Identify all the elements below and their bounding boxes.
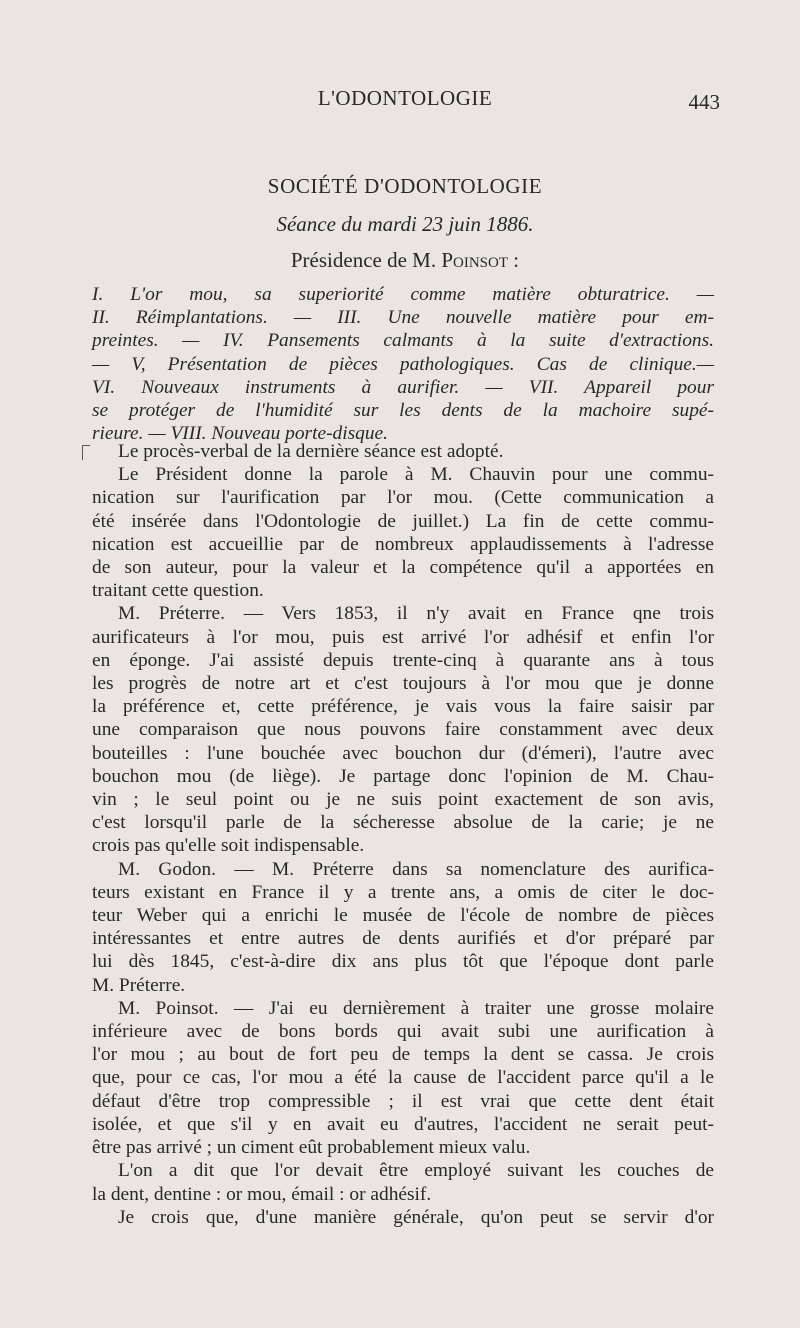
running-title: L'ODONTOLOGIE bbox=[317, 86, 493, 110]
body-line: aurificateurs à l'or mou, puis est arrivé l'or adhésif et enfin l'or bbox=[92, 626, 714, 648]
presidence-line bbox=[90, 248, 720, 273]
body-line: la préférence et, cette préférence, je vais vous la faire saisir par bbox=[92, 696, 714, 718]
body-line: M. Godon. — M. Préterre dans sa nomenclature des aurifica- bbox=[118, 858, 714, 880]
body-line: M. Poinsot. — J'ai eu dernièrement à traiter une grosse molaire bbox=[118, 997, 714, 1019]
session-date: Séance du mardi 23 juin 1886. bbox=[276, 212, 534, 236]
body-line: teurs existant en France il y a trente ans, a omis de citer le doc- bbox=[92, 881, 714, 903]
body-line: défaut d'être trop compressible ; il est vrai que cette dent était bbox=[92, 1090, 714, 1112]
body-line: que, pour ce cas, l'or mou a été la cause de l'accident parce qu'il a le bbox=[92, 1067, 714, 1089]
body-line: Le Président donne la parole à M. Chauvin pour une commu- bbox=[118, 464, 714, 486]
body-line: L'on a dit que l'or devait être employé suivant les couches de bbox=[118, 1160, 714, 1182]
body-line: c'est lorsqu'il parle de la sécheresse absolue de la carie; je ne bbox=[92, 812, 714, 834]
body-line: la dent, dentine : or mou, émail : or adhésif. bbox=[92, 1183, 432, 1205]
body-line: l'or mou ; au bout de fort peu de temps la dent se cassa. Je crois bbox=[92, 1044, 714, 1066]
page-header bbox=[90, 86, 720, 116]
summary-line: se protéger de l'humidité sur les dents de la machoire supé- bbox=[92, 400, 714, 422]
summary-line: VI. Nouveaux instruments à aurifier. — VII. Appareil pour bbox=[92, 376, 714, 398]
summary-line: — V, Présentation de pièces pathologiques. Cas de clinique.— bbox=[92, 353, 714, 375]
body-line: nication sur l'aurification par l'or mou. (Cette communication a bbox=[92, 487, 714, 509]
summary-line: I. L'or mou, sa superiorité comme matière obturatrice. — bbox=[92, 284, 714, 305]
page-number: 443 bbox=[688, 90, 720, 114]
body-line: Je crois que, d'une manière générale, qu'on peut se servir d'or bbox=[118, 1206, 714, 1228]
body-line: intéressantes et entre autres de dents aurifiés et d'or préparé par bbox=[92, 928, 714, 950]
body-line: bouteilles : l'une bouchée avec bouchon dur (d'émeri), l'autre avec bbox=[92, 742, 714, 764]
body-line: crois pas qu'elle soit indispensable. bbox=[92, 835, 365, 857]
body-line: une comparaison que nous pouvons faire constamment avec deux bbox=[92, 719, 714, 741]
corner-mark-icon bbox=[82, 445, 90, 460]
section-title: SOCIÉTÉ D'ODONTOLOGIE bbox=[267, 174, 543, 198]
president-name: Poinsot bbox=[441, 248, 509, 272]
body-line: M. Préterre. bbox=[92, 974, 186, 996]
body-line: en éponge. J'ai assisté depuis trente-cinq à quarante ans à tous bbox=[92, 649, 714, 671]
body-line: les progrès de notre art et c'est toujours à l'or mou que je donne bbox=[92, 673, 714, 695]
body-line: été insérée dans l'Odontologie de juillet.) La fin de cette commu- bbox=[92, 510, 714, 532]
body-line: nication est accueillie par de nombreux applaudissements à l'adresse bbox=[92, 533, 714, 555]
body-line: M. Préterre. — Vers 1853, il n'y avait en France qne trois bbox=[118, 603, 714, 625]
minutes-body bbox=[92, 440, 714, 1229]
body-line: être pas arrivé ; un ciment eût probablement mieux valu. bbox=[92, 1137, 531, 1159]
summary-line: preintes. — IV. Pansements calmants à la suite d'extractions. bbox=[92, 330, 714, 352]
body-line: vin ; le seul point ou je ne suis point exactement de son avis, bbox=[92, 789, 714, 811]
presidence-suffix: : bbox=[508, 248, 520, 272]
body-line: lui dès 1845, c'est-à-dire dix ans plus tôt que l'époque dont parle bbox=[92, 951, 714, 973]
session-summary bbox=[92, 283, 714, 445]
summary-line: rieure. — VIII. Nouveau porte-disque. bbox=[92, 423, 389, 445]
summary-line: II. Réimplantations. — III. Une nouvelle matière pour em- bbox=[92, 307, 714, 329]
body-line: inférieure avec de bons bords qui avait subi une aurification à bbox=[92, 1021, 714, 1043]
body-line: bouchon mou (de liège). Je partage donc l'opinion de M. Chau- bbox=[92, 765, 714, 787]
body-line: traitant cette question. bbox=[92, 580, 264, 602]
body-line: teur Weber qui a enrichi le musée de l'école de nombre de pièces bbox=[92, 905, 714, 927]
presidence-prefix: Présidence de M. bbox=[290, 248, 442, 272]
body-line: de son auteur, pour la valeur et la compétence qu'il a apportées en bbox=[92, 557, 714, 579]
body-line: Le procès-verbal de la dernière séance est adopté. bbox=[118, 441, 504, 462]
body-line: isolée, et que s'il y en avait eu d'autres, l'accident ne serait peut- bbox=[92, 1113, 714, 1135]
